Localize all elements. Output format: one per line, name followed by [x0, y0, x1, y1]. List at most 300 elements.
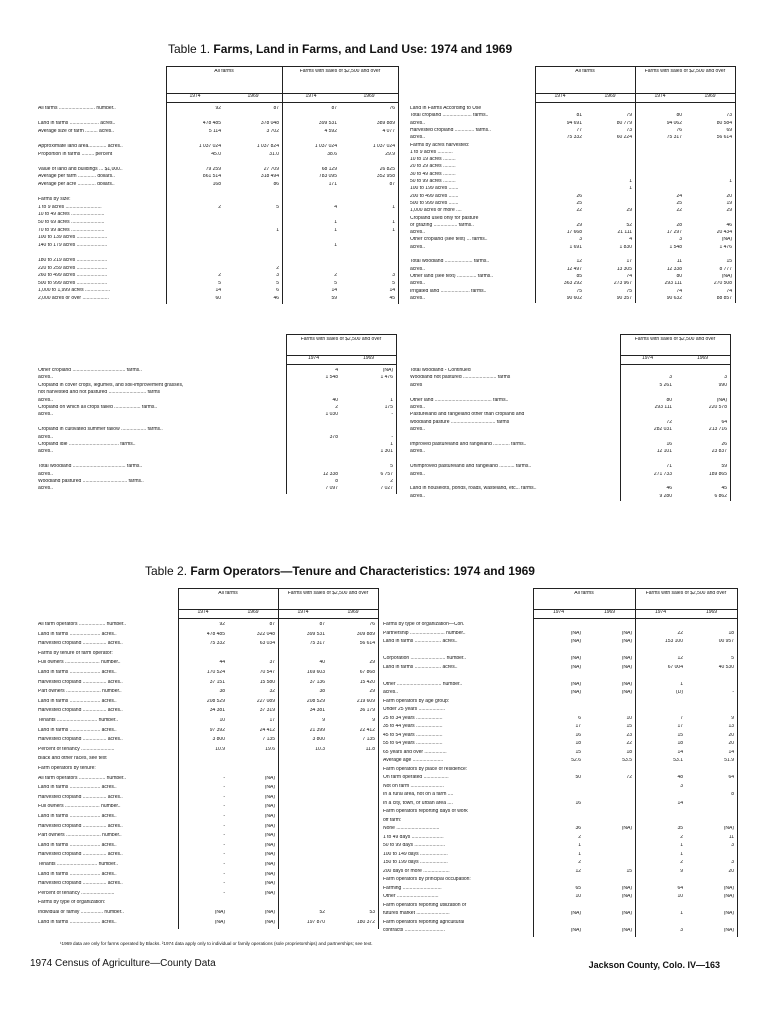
footnote: ¹1969 data are only for farms operated by Blacks. ²1974 data apply only to individual or family operations (sole proprietorships) and partnerships; see text. [60, 941, 373, 946]
row-label: acres.. [410, 493, 426, 499]
column-year: 1974 [189, 94, 201, 99]
row-label: 1 to 49 days ....................... [383, 834, 444, 840]
row-label: 100 to 139 acres ...................... [38, 235, 108, 241]
group-sales-farms: Farms with sales of $2,500 and over [299, 69, 381, 74]
row-value: 50 [575, 775, 581, 780]
row-value: 7 [680, 715, 683, 721]
row-label: 45 to 54 years ................... [383, 732, 443, 738]
row-value: 29 [726, 208, 732, 214]
row-value: 60 [215, 296, 221, 301]
row-value: 3 [392, 273, 395, 279]
row-value: 5 [731, 656, 734, 661]
row-label: Harvested cropland ................. acres.. [38, 737, 123, 743]
row-value: 14 [215, 288, 221, 294]
row-value: 76 [369, 622, 375, 627]
row-value: 990 [718, 382, 727, 388]
row-label: 10 to 19 acres ......... [410, 157, 456, 163]
row-label: 140 to 179 acres ...................... [38, 242, 108, 248]
row-label: None ............................... [383, 826, 440, 831]
row-label: 55 to 64 years ................... [383, 741, 443, 746]
row-value: 79 [626, 113, 632, 119]
row-value: (NA) [264, 814, 275, 819]
row-value: (NA) [570, 681, 581, 687]
column-year: 1969 [347, 610, 359, 615]
row-value: (NA) [721, 273, 732, 279]
row-label: acres.. [410, 266, 426, 272]
row-value: 35 [677, 826, 683, 831]
row-value: 76 [389, 106, 395, 111]
row-value: 46 [666, 486, 672, 492]
row-value: 87 [331, 106, 337, 111]
row-value: 94 691 [566, 120, 582, 126]
row-label: Pastureland and rangeland other than cropland and [410, 412, 525, 418]
column-year: 1969 [247, 610, 259, 615]
row-value: 20 [726, 193, 732, 199]
row-value: 1 548 [325, 375, 338, 381]
row-value: 85 [576, 273, 582, 279]
row-value: 44 [219, 660, 225, 666]
row-value: 12 497 [566, 266, 582, 272]
row-label: acres.. [38, 412, 54, 418]
row-value: (NA) [721, 237, 732, 243]
row-label: acres.. [410, 135, 426, 141]
row-value: 52 [319, 910, 325, 915]
row-value: 73 [626, 127, 632, 133]
row-label: Harvested cropland ................. acres.. [38, 852, 123, 858]
row-label: Percent of tenancy ........................ [38, 746, 115, 752]
row-value: 27 709 [263, 166, 279, 172]
row-value: 15 [626, 724, 632, 729]
column-year: 1969 [247, 94, 259, 99]
row-value: 4 [334, 204, 337, 210]
row-label: Percent of tenancy ........................ [38, 890, 115, 896]
row-value: 352 958 [376, 174, 395, 180]
row-label: acres.. [38, 375, 54, 381]
row-label: Harvested cropland ................. acres.. [38, 823, 123, 829]
row-label: Harvested cropland ................. acres.. [38, 679, 123, 685]
row-value: 75 332 [209, 641, 225, 647]
row-label: Other .............................. [383, 894, 439, 899]
row-value: 318 494 [260, 174, 279, 180]
row-value: 15 [575, 749, 581, 755]
row-value: 1 691 [569, 244, 582, 250]
row-label: Farms by size: [38, 197, 71, 203]
row-value: 16 [575, 800, 581, 806]
row-value: (NA) [264, 804, 275, 810]
row-label: 10 to 49 acres ........................ [38, 212, 105, 218]
row-value: 31.0 [269, 151, 279, 157]
row-value: (NA) [621, 664, 632, 670]
header-column-rule [378, 588, 379, 929]
header-top-rule [286, 334, 396, 335]
row-label: woodland pasture ................................ farms [410, 419, 510, 425]
row-value: 53 [369, 910, 375, 915]
row-label: Cropland on which all crops failed ................... farms.. [38, 405, 158, 410]
row-value: 23 [626, 732, 632, 738]
row-value: 6 [276, 288, 279, 294]
row-value: 64 [677, 885, 683, 891]
row-value: 17 [269, 718, 275, 723]
row-value: 2 [218, 204, 221, 210]
row-label: Other land ......................................... farms.. [410, 397, 509, 403]
row-value: 80 [666, 397, 672, 403]
row-value: 293 111 [664, 281, 682, 287]
row-label: acres.. [38, 471, 54, 477]
page-footer-left: 1974 Census of Agriculture—County Data [30, 958, 216, 969]
row-value: 70 547 [259, 670, 275, 675]
row-label: Farm operators reporting utilization of [383, 902, 467, 908]
row-value: 17 [626, 259, 632, 265]
row-value: 46 [273, 296, 279, 301]
row-label: Total woodland - Continued [410, 368, 471, 373]
row-value: 20 [728, 868, 734, 874]
row-value: - [223, 794, 225, 800]
row-value: (NA) [621, 894, 632, 899]
row-value: 10 [626, 715, 632, 721]
row-label: Cropland in cover crops, legumes, and soil-improvement grasses, [38, 382, 184, 388]
row-label: acres.. [410, 427, 426, 433]
row-value: - [223, 823, 225, 829]
row-label: Land in farms ...................... acres.. [38, 814, 117, 819]
row-label: Land in farms ................... acres.. [383, 664, 458, 670]
row-value: 18 [575, 741, 581, 746]
row-value: (NA) [723, 928, 734, 933]
row-value: 26 825 [379, 166, 395, 172]
row-label: Woodland not pastured ........................ farms [410, 375, 511, 381]
row-value: 19.6 [265, 746, 275, 752]
row-value: (NA) [621, 826, 632, 831]
row-value: 56 614 [716, 135, 732, 141]
group-sales-farms: Farms with sales of $2,500 and over [644, 69, 726, 74]
row-value: (NA) [264, 881, 275, 887]
row-value: - [223, 852, 225, 858]
row-value: 3 702 [266, 128, 279, 134]
row-value: 1 037 024 [198, 144, 221, 149]
row-label: 200 days or more ................... [383, 868, 450, 874]
row-value: 88 857 [716, 295, 732, 301]
group-all-farms: All farms [214, 69, 234, 74]
row-value: 9 [731, 715, 734, 721]
row-value: 1 [334, 220, 337, 225]
row-value: (NA) [264, 890, 275, 896]
row-value: - [223, 862, 225, 867]
row-value: 40 530 [718, 664, 734, 670]
row-value: 3 800 [312, 737, 325, 743]
row-value: 208 529 [206, 698, 225, 704]
row-value: - [223, 842, 225, 848]
row-value: 45 [721, 486, 727, 492]
row-value: 5 261 [659, 382, 672, 388]
row-label: Cropland in cultivated summer fallow .................. farms.. [38, 427, 163, 433]
row-value: 1 830 [619, 244, 632, 250]
row-value: 478 485 [206, 631, 225, 637]
row-value: 52.6 [571, 758, 581, 763]
table1-left [38, 66, 408, 536]
row-value: 378 [329, 434, 338, 440]
row-value: 3 [680, 928, 683, 933]
row-value: 1 [680, 843, 683, 848]
row-value: 11.8 [365, 746, 375, 752]
row-label: 50 to 69 acres ........................ [38, 220, 105, 225]
row-label: acres.. [410, 295, 426, 301]
row-value: 46 [726, 222, 732, 228]
row-value: - [223, 804, 225, 810]
row-value: 38 [219, 689, 225, 695]
row-value: 17 297 [666, 230, 682, 236]
row-label: 70 to 99 acres ........................ [38, 227, 105, 233]
row-value: 92 [215, 106, 221, 111]
row-value: 76 [676, 127, 682, 133]
row-value: 282 031 [653, 427, 672, 433]
row-label: 25 to 34 years ................... [383, 715, 443, 721]
group-sales-farms: Farms with sales of $2,500 and over [634, 337, 716, 342]
row-label: 30 to 49 acres ......... [410, 171, 456, 177]
row-value: 71 [666, 464, 672, 470]
row-value: 2 [680, 860, 683, 865]
row-value: 80 [676, 273, 682, 279]
row-value: 29 [576, 222, 582, 228]
column-year: 1974 [654, 610, 667, 615]
row-label: All farm operators ................... number.. [38, 622, 127, 627]
table1-lower-right [410, 334, 730, 534]
row-value: 26 [721, 442, 727, 447]
row-value: 170 524 [206, 670, 225, 675]
row-label: All farm operators ................... number.. [38, 775, 127, 781]
row-label: Land in farms ...................... acres.. [38, 670, 117, 675]
row-label: Farm operators reporting days of work [383, 809, 468, 814]
row-value: 10 [219, 718, 225, 723]
row-value: 16 [575, 732, 581, 738]
row-value: 7 135 [262, 737, 275, 743]
row-label: Cropland used only for pasture [410, 215, 479, 221]
row-label: Land in farms ...................... acres.. [38, 698, 117, 704]
row-label: Irrigated land ..................... farms.. [410, 288, 487, 294]
header-column-rule [178, 588, 179, 929]
row-value: 1 [390, 442, 393, 447]
row-value: 1 [334, 227, 337, 233]
row-value: 5 [334, 280, 337, 286]
row-value: 1 037 824 [256, 144, 279, 149]
row-value: 5 [218, 280, 221, 286]
page-footer-right: Jackson County, Colo. IV—163 [588, 960, 720, 970]
row-value: 28 [676, 222, 682, 228]
row-value: (NA) [621, 911, 632, 916]
row-value: 21 111 [617, 230, 632, 236]
table1-lower-left [38, 334, 396, 534]
row-value: 12 [677, 656, 683, 661]
row-value: 5 [390, 464, 393, 470]
group-sales-farms: Farms with sales of $2,500 and over [645, 591, 727, 596]
column-year: 1974 [305, 94, 317, 99]
column-year: 1969 [704, 94, 716, 99]
row-value: 75 317 [309, 641, 325, 647]
row-value: 40 [319, 660, 325, 666]
row-label: Average per acre ............. dollars.. [38, 182, 115, 187]
row-value: 12 338 [666, 266, 682, 272]
column-year: 1974 [297, 610, 309, 615]
row-value: 36 179 [359, 708, 375, 714]
row-value: 16 [666, 442, 672, 447]
row-value: 9 [372, 718, 375, 723]
column-year: 1969 [696, 356, 709, 361]
row-label: Not on farm ........................ [383, 783, 444, 789]
row-value: 18 [728, 630, 734, 636]
row-value: 36 [575, 826, 581, 831]
row-value: 29.9 [385, 151, 395, 157]
row-value: 1 [578, 843, 581, 848]
row-label: Land in farms ...................... acres.. [38, 785, 117, 791]
row-value: 478 485 [202, 121, 221, 127]
row-value: (NA) [723, 894, 734, 899]
row-label: acres.. [410, 471, 426, 477]
row-label: Farms by tenure of farm operator: [38, 650, 113, 656]
row-value: (NA) [264, 775, 275, 781]
row-value: 22 [576, 208, 582, 214]
row-value: 15 [726, 259, 732, 265]
row-value: 3 [731, 843, 734, 848]
row-value: 7 097 [325, 486, 338, 492]
column-year: 1969 [705, 610, 718, 615]
row-value: 90 632 [666, 295, 682, 301]
row-value: 63 034 [259, 641, 275, 647]
row-label: Land in farms ...................... acres.. [38, 727, 117, 733]
row-value: 77 [576, 127, 582, 133]
row-label: Land in farms ................... acres.. [383, 639, 458, 644]
row-value: 5 [392, 280, 395, 286]
row-value: 378 048 [260, 121, 279, 127]
row-value: 1 [392, 227, 395, 233]
header-bottom-rule [286, 364, 396, 365]
group-all-farms: All farms [574, 591, 594, 596]
row-value: 4 [335, 368, 338, 373]
row-value: 5 [276, 204, 279, 210]
row-value: 273 967 [613, 281, 632, 287]
row-value: 219 609 [356, 698, 375, 704]
row-value: 75 332 [566, 135, 582, 141]
row-value: 64 [721, 419, 727, 425]
row-value: 9 [680, 868, 683, 874]
row-value: - [391, 412, 393, 418]
row-label: 1 to 9 acres .......................... [38, 204, 102, 210]
row-value: 399 531 [318, 121, 337, 127]
row-label: Full owners ......................... number.. [38, 660, 121, 666]
row-value: 220 578 [708, 405, 727, 410]
row-label: Tenants ............................. number.. [38, 718, 119, 723]
row-label: 220 to 259 acres ...................... [38, 265, 108, 271]
row-value: 9 280 [659, 493, 672, 499]
row-value: (NA) [621, 681, 632, 687]
row-value: 1 [680, 851, 683, 857]
row-value: 2 [680, 834, 683, 840]
row-label: acres.. [410, 281, 426, 287]
header-column-rule [735, 66, 736, 303]
row-label: 65 years and over ................ [383, 749, 447, 755]
row-value: 87 [319, 622, 325, 627]
row-value: 3 [680, 783, 683, 789]
row-label: Farms by type of organization: [38, 900, 106, 906]
header-top-rule [620, 334, 730, 335]
row-value: 29 [369, 660, 375, 666]
row-value: 11 [728, 834, 734, 840]
row-value: 00 957 [718, 639, 734, 644]
row-value: 4 592 [324, 128, 337, 134]
row-value: 74 [676, 288, 682, 294]
row-value: 17 668 [566, 230, 582, 236]
row-label: Farming ............................ [383, 885, 442, 891]
row-value: 13 [728, 724, 734, 729]
row-value: 80 584 [716, 120, 732, 126]
row-label: acres.. [410, 405, 426, 410]
row-label: off farm: [383, 817, 402, 823]
row-label: Harvested cropland ................. acres.. [38, 708, 123, 714]
row-value: 32 [269, 689, 275, 695]
row-value: 24 [676, 193, 682, 199]
row-value: 73 [726, 113, 732, 119]
row-value: 72 [626, 775, 632, 780]
row-value: 53.5 [622, 758, 632, 763]
row-value: 19 [726, 200, 732, 206]
row-value: 18 [677, 741, 683, 746]
row-value: 783 095 [318, 174, 337, 180]
row-value: 20 [728, 741, 734, 746]
row-value: (NA) [570, 928, 581, 933]
row-value: 175 [384, 405, 393, 410]
row-label: acres.. [410, 230, 426, 236]
row-value: 12 [575, 868, 581, 874]
row-value: 1 [334, 242, 337, 248]
row-value: 3 [276, 273, 279, 279]
row-label: 500 to 999 acres ....... [410, 200, 459, 206]
row-value: 29 [626, 208, 632, 214]
row-value: (NA) [264, 871, 275, 877]
row-value: 56 614 [359, 641, 375, 647]
group-sales-farms: Farms with sales of $2,500 and over [300, 337, 382, 342]
row-label: Farm operators reporting agricultural [383, 919, 465, 925]
column-year: 1974 [197, 610, 209, 615]
row-value: 23 837 [711, 449, 727, 455]
row-value: 169 603 [306, 670, 325, 675]
row-label: 2,000 acres or over ................... [38, 296, 109, 301]
row-value: 14 [728, 749, 734, 755]
row-label: 50 to 99 days ...................... [383, 843, 445, 848]
row-value: 3 [579, 237, 582, 243]
row-value: 1 [392, 220, 395, 225]
row-value: 197 870 [306, 919, 325, 925]
row-value: 2 [335, 405, 338, 410]
row-label: or grazing ................. farms.. [410, 222, 474, 228]
row-label: Harvested cropland ................. acres.. [38, 881, 123, 887]
row-value: 3 800 [212, 737, 225, 743]
row-value: 1 030 [325, 412, 338, 418]
row-label: Average per farm ............. dollars.. [38, 174, 115, 180]
row-value: 270 508 [713, 281, 732, 287]
row-value: - [223, 881, 225, 887]
column-year: 1969 [363, 94, 375, 99]
column-year: 1969 [603, 610, 616, 615]
row-value: 59 [331, 296, 337, 301]
row-value: 34 381 [309, 708, 325, 714]
row-value: - [391, 434, 393, 440]
row-value: 15 420 [359, 679, 375, 685]
row-label: Corporation ......................... number.. [383, 656, 467, 661]
row-value: 37 319 [259, 708, 275, 714]
group-all-farms: All farms [575, 69, 595, 74]
row-value: (NA) [264, 862, 275, 867]
row-value: 2 [218, 273, 221, 279]
row-value: 68 129 [321, 166, 337, 172]
row-label: not harvested and not pastured ........................... farms [38, 390, 161, 396]
row-value: 60 224 [616, 135, 632, 141]
